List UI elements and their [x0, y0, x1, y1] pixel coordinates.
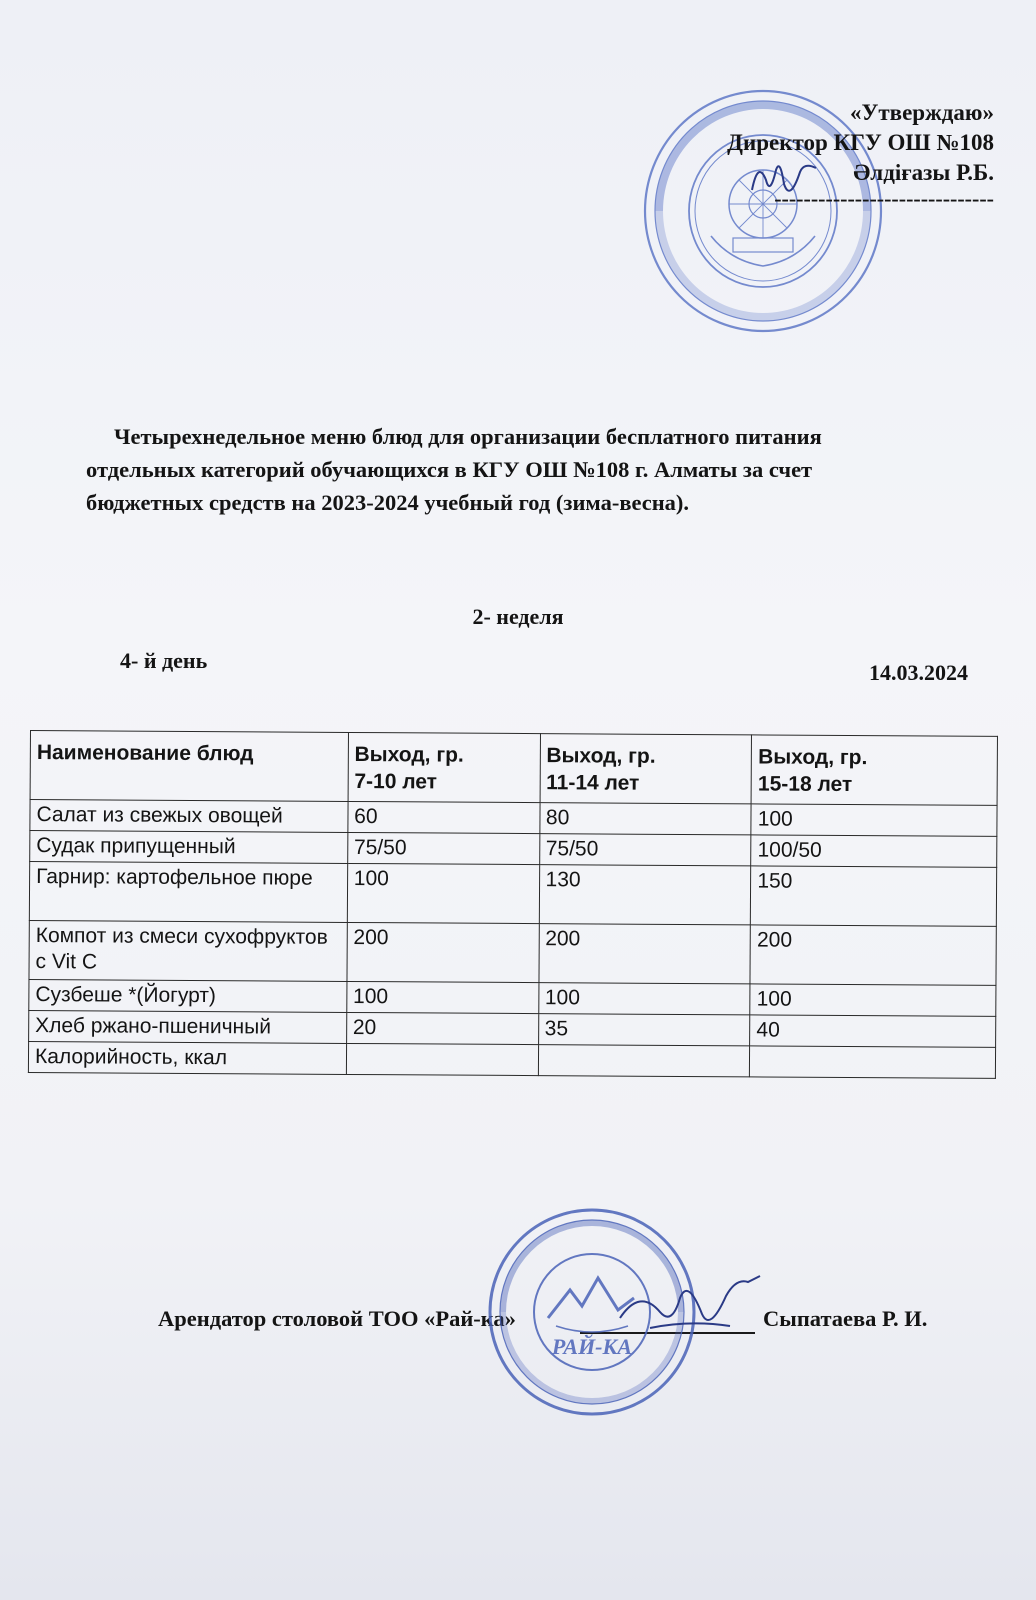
- output-7-10: 100: [346, 981, 538, 1013]
- menu-table: [28, 730, 998, 1079]
- header-output-15-18: Выход, гр. 15-18 лет: [751, 735, 997, 805]
- header-dish-name: Наименование блюд: [30, 731, 348, 802]
- week-label: 2- неделя: [472, 604, 564, 629]
- table-header-row: [30, 731, 997, 806]
- output-15-18: 200: [750, 925, 996, 986]
- output-11-14: 130: [539, 865, 751, 925]
- title-line-1: Четырехнедельное меню блюд для организации бесплатного питания: [114, 424, 822, 449]
- title-line-3: бюджетных средств на 2023-2024 учебный год (зима-весна).: [86, 490, 690, 515]
- title-line-2: отдельных категорий обучающихся в КГУ ОШ №108 г. Алматы за счет: [86, 457, 813, 482]
- approval-signature-line: ------------------------------: [774, 186, 994, 211]
- output-7-10: 100: [347, 863, 539, 923]
- menu-date: 14.03.2024: [869, 660, 968, 685]
- approval-block: [664, 98, 994, 214]
- dish-name: Гарнир: картофельное пюре: [29, 862, 347, 923]
- output-11-14: 100: [538, 983, 750, 1015]
- document-title: [86, 420, 986, 519]
- output-11-14: 80: [539, 803, 751, 835]
- output-7-10: 20: [346, 1012, 538, 1044]
- dish-name: Салат из свежых овощей: [30, 800, 348, 833]
- output-15-18: 40: [750, 1015, 996, 1048]
- dish-name: Сузбеше *(Йогурт): [29, 979, 347, 1012]
- approval-heading: «Утверждаю»: [850, 100, 994, 125]
- output-7-10: 60: [348, 801, 540, 833]
- output-7-10: 200: [347, 922, 539, 982]
- output-11-14: [538, 1045, 750, 1077]
- output-7-10: [346, 1043, 538, 1075]
- output-7-10: 75/50: [347, 832, 539, 864]
- lessee-signature: [610, 1268, 770, 1348]
- output-15-18: 100: [751, 804, 997, 837]
- dish-name: Калорийность, ккал: [28, 1041, 346, 1074]
- output-15-18: 150: [751, 866, 997, 927]
- output-15-18: 100: [750, 984, 996, 1017]
- output-11-14: 200: [538, 924, 750, 984]
- day-label: 4- й день: [120, 648, 208, 673]
- seal-brand-text: РАЙ-КА: [551, 1334, 633, 1359]
- dish-name: Хлеб ржано-пшеничный: [29, 1010, 347, 1043]
- approval-director-name: Әлдіғазы Р.Б.: [853, 160, 994, 185]
- output-15-18: 100/50: [751, 835, 997, 868]
- output-11-14: 35: [538, 1014, 750, 1046]
- dish-name: Судак припущенный: [30, 831, 348, 864]
- approval-position: Директор КГУ ОШ №108: [727, 130, 994, 155]
- signer-name: Сыпатаева Р. И.: [763, 1306, 928, 1331]
- dish-name: Компот из смеси сухофруктов с Vit C: [29, 920, 347, 981]
- header-output-11-14: Выход, гр. 11-14 лет: [540, 734, 752, 804]
- table-row: [28, 1041, 995, 1078]
- output-11-14: 75/50: [539, 834, 751, 866]
- table-row: [29, 920, 996, 985]
- header-output-7-10: Выход, гр. 7-10 лет: [348, 732, 540, 802]
- director-signature: [744, 150, 824, 210]
- table-row: [29, 862, 996, 927]
- lessee-label: Арендатор столовой ТОО «Рай-ка»: [158, 1306, 516, 1331]
- output-15-18: [750, 1046, 996, 1079]
